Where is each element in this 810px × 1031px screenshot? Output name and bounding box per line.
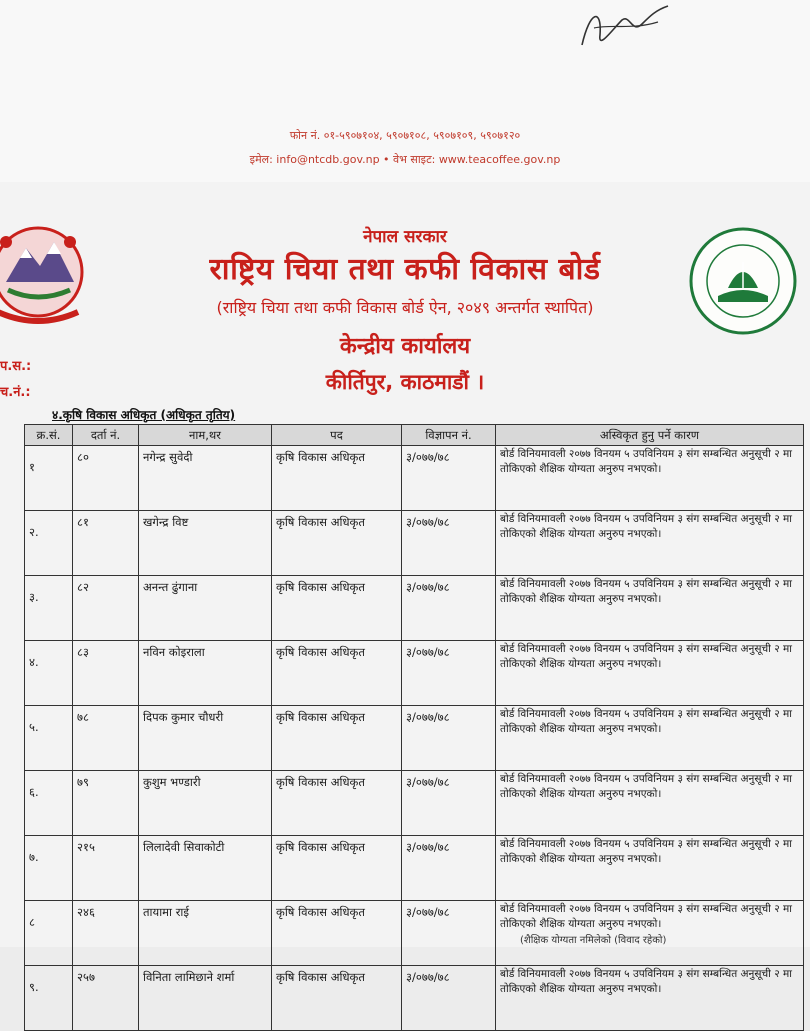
cell-reason: बोर्ड विनियमावली २०७७ विनयम ५ उपविनियम ३ संग सम्बन्धित अनुसूची २ मा तोकिएको शैक्षिक योग्यता अनुरुप नभएको। <box>496 706 804 771</box>
column-header: अस्विकृत हुनु पर्ने कारण <box>496 425 804 446</box>
table-row <box>25 706 804 771</box>
table-row <box>25 836 804 901</box>
cell-post: कृषि विकास अधिकृत <box>272 771 402 836</box>
contact-email-web: इमेल: info@ntcdb.gov.np • वेभ साइट: www.teacoffee.gov.np <box>249 153 561 166</box>
cell-reg: ८३ <box>73 641 139 706</box>
cell-sn: ३. <box>25 576 73 641</box>
cell-adno: ३/०७७/७८ <box>402 706 496 771</box>
cell-sn: ७. <box>25 836 73 901</box>
cell-name: नगेन्द्र सुवेदी <box>139 446 272 511</box>
cell-reason: बोर्ड विनियमावली २०७७ विनयम ५ उपविनियम ३ संग सम्बन्धित अनुसूची २ मा तोकिएको शैक्षिक योग्यता अनुरुप नभएको। <box>496 836 804 901</box>
cell-adno: ३/०७७/७८ <box>402 836 496 901</box>
cell-adno: ३/०७७/७८ <box>402 966 496 1031</box>
cell-post: कृषि विकास अधिकृत <box>272 706 402 771</box>
cell-reg: ७८ <box>73 706 139 771</box>
board-name: राष्ट्रिय चिया तथा कफी विकास बोर्ड <box>209 252 601 287</box>
cell-adno: ३/०७७/७८ <box>402 771 496 836</box>
cell-reg: ८२ <box>73 576 139 641</box>
signature-scribble <box>572 0 682 60</box>
cell-post: कृषि विकास अधिकृत <box>272 966 402 1031</box>
cell-reg: ८१ <box>73 511 139 576</box>
cell-adno: ३/०७७/७८ <box>402 576 496 641</box>
table-row <box>25 641 804 706</box>
table-row <box>25 966 804 1031</box>
cell-sn: ८ <box>25 901 73 966</box>
office-name: केन्द्रीय कार्यालय <box>339 334 471 359</box>
government-name: नेपाल सरकार <box>363 227 447 247</box>
cell-sn: ४. <box>25 641 73 706</box>
cell-adno: ३/०७७/७८ <box>402 641 496 706</box>
table-row <box>25 446 804 511</box>
column-header: नाम,थर <box>139 425 272 446</box>
table-row <box>25 771 804 836</box>
cell-reason: बोर्ड विनियमावली २०७७ विनयम ५ उपविनियम ३ संग सम्बन्धित अनुसूची २ मा तोकिएको शैक्षिक योग्यता अनुरुप नभएको। <box>496 641 804 706</box>
office-address: कीर्तिपुर, काठमाडौं । <box>325 370 485 394</box>
cover-letter-strip <box>0 0 810 182</box>
cell-post: कृषि विकास अधिकृत <box>272 836 402 901</box>
cell-name: तायामा राई <box>139 901 272 966</box>
cell-name: कुशुम भण्डारी <box>139 771 272 836</box>
cell-name: लिलादेवी सिवाकोटी <box>139 836 272 901</box>
cell-reason: बोर्ड विनियमावली २०७७ विनयम ५ उपविनियम ३ संग सम्बन्धित अनुसूची २ मा तोकिएको शैक्षिक योग्यता अनुरुप नभएको। <box>496 771 804 836</box>
cell-reason: बोर्ड विनियमावली २०७७ विनयम ५ उपविनियम ३ संग सम्बन्धित अनुसूची २ मा तोकिएको शैक्षिक योग्यता अनुरुप नभएको। <box>496 446 804 511</box>
cell-adno: ३/०७७/७८ <box>402 901 496 966</box>
cell-reason: बोर्ड विनियमावली २०७७ विनयम ५ उपविनियम ३ संग सम्बन्धित अनुसूची २ मा तोकिएको शैक्षिक योग्यता अनुरुप नभएको। <box>496 511 804 576</box>
dispatch-no-label: च.नं.: <box>0 385 31 400</box>
table-row <box>25 901 804 966</box>
cell-sn: ९. <box>25 966 73 1031</box>
cell-reason: बोर्ड विनियमावली २०७७ विनयम ५ उपविनियम ३ संग सम्बन्धित अनुसूची २ मा तोकिएको शैक्षिक योग्यता अनुरुप नभएको। <box>496 901 804 966</box>
cell-reg: २४६ <box>73 901 139 966</box>
column-header: क्र.सं. <box>25 425 73 446</box>
table-row <box>25 576 804 641</box>
cell-sn: २. <box>25 511 73 576</box>
table-row <box>25 511 804 576</box>
cell-name: दिपक कुमार चौधरी <box>139 706 272 771</box>
cell-adno: ३/०७७/७८ <box>402 446 496 511</box>
cell-reg: ७९ <box>73 771 139 836</box>
column-header: पद <box>272 425 402 446</box>
column-header: विज्ञापन नं. <box>402 425 496 446</box>
column-header: दर्ता नं. <box>73 425 139 446</box>
rejection-table <box>24 424 804 1031</box>
table-title: ४.कृषि विकास अधिकृत (अधिकृत तृतिय) <box>52 408 236 422</box>
cell-reg: ८० <box>73 446 139 511</box>
establishment-act: (राष्ट्रिय चिया तथा कफी विकास बोर्ड ऐन, २०४९ अन्तर्गत स्थापित) <box>216 298 594 317</box>
cell-post: कृषि विकास अधिकृत <box>272 511 402 576</box>
cell-name: विनिता लामिछाने शर्मा <box>139 966 272 1031</box>
cell-reason: बोर्ड विनियमावली २०७७ विनयम ५ उपविनियम ३ संग सम्बन्धित अनुसूची २ मा तोकिएको शैक्षिक योग्यता अनुरुप नभएको। <box>496 576 804 641</box>
cell-sn: ५. <box>25 706 73 771</box>
cell-post: कृषि विकास अधिकृत <box>272 446 402 511</box>
cell-name: खगेन्द्र विष्ट <box>139 511 272 576</box>
contact-phone: फोन नं. ०१-५९०७१०४, ५९०७१०८, ५९०७१०९, ५९०७१२० <box>289 129 521 142</box>
cell-name: नविन कोइराला <box>139 641 272 706</box>
cell-adno: ३/०७७/७८ <box>402 511 496 576</box>
letter-ref-label: प.स.: <box>0 359 32 374</box>
cell-sn: ६. <box>25 771 73 836</box>
table-header-row <box>25 425 804 446</box>
cell-name: अनन्त ढुंगाना <box>139 576 272 641</box>
cell-post: कृषि विकास अधिकृत <box>272 901 402 966</box>
cell-reg: २१५ <box>73 836 139 901</box>
cell-reason: बोर्ड विनियमावली २०७७ विनयम ५ उपविनियम ३ संग सम्बन्धित अनुसूची २ मा तोकिएको शैक्षिक योग्यता अनुरुप नभएको। <box>496 966 804 1031</box>
partial-footer-text: (शैक्षिक योग्यता नमिलेको (विवाद रहेको) <box>520 935 667 946</box>
cell-post: कृषि विकास अधिकृत <box>272 641 402 706</box>
cell-post: कृषि विकास अधिकृत <box>272 576 402 641</box>
cell-sn: १ <box>25 446 73 511</box>
cell-reg: २५७ <box>73 966 139 1031</box>
